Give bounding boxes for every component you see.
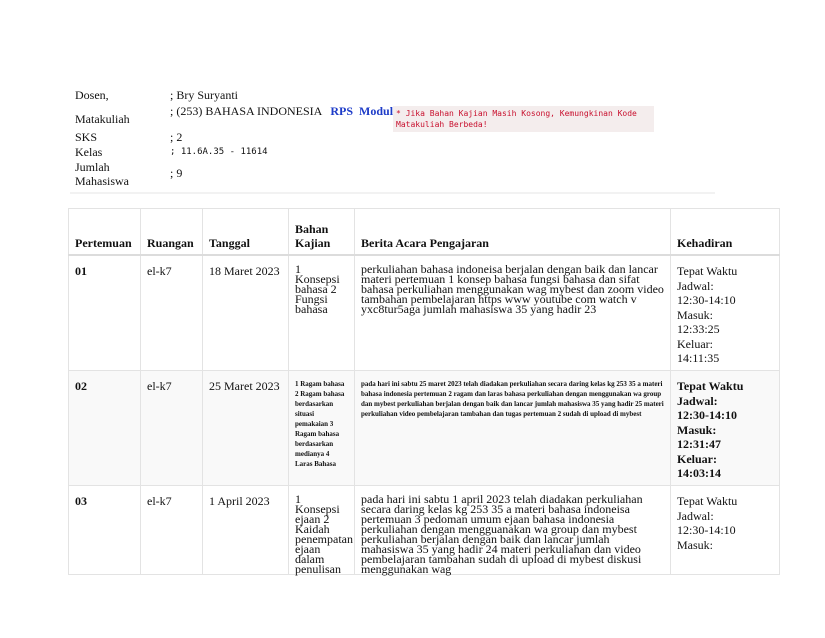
masuk-label: Masuk: [677, 537, 713, 552]
ruangan-cell: el-k7 [141, 486, 203, 575]
ruangan-cell: el-k7 [141, 371, 203, 486]
sks-label: SKS [75, 130, 98, 144]
jadwal-value: 12:30-14:10 [677, 293, 736, 307]
pertemuan-cell: 02 [69, 371, 141, 486]
matakuliah-value [170, 104, 654, 130]
table-header-row [69, 209, 780, 256]
pertemuan-cell: 01 [69, 255, 141, 371]
header-pertemuan: Pertemuan [69, 209, 141, 256]
header-ruangan: Ruangan [141, 209, 203, 256]
kehadiran-cell [671, 255, 780, 371]
matakuliah-name: ; (253) BAHASA INDONESIA [170, 104, 323, 118]
rps-link[interactable]: RPS [330, 104, 354, 118]
bahan-cell: 1 Konsepsi bahasa 2 Fungsi bahasa [289, 255, 355, 371]
keluar-value: 14:11:35 [677, 351, 720, 365]
jadwal-label: Jadwal: [677, 278, 714, 293]
dosen-label: Dosen, [75, 88, 109, 102]
keluar-label: Keluar: [677, 336, 713, 351]
masuk-value: 12:31:47 [677, 437, 721, 451]
modul-link[interactable]: Modul [359, 104, 394, 118]
status-text: Tepat Waktu [677, 379, 744, 393]
status-text: Tepat Waktu [677, 264, 738, 278]
jadwal-label: Jadwal: [677, 393, 718, 408]
keluar-value: 14:03:14 [677, 466, 721, 480]
table-row [69, 255, 780, 371]
dosen-value: ; Bry Suryanti [170, 88, 238, 102]
table-row [69, 371, 780, 486]
sks-value: ; 2 [170, 130, 183, 144]
masuk-value: 12:33:25 [677, 322, 720, 336]
tanggal-cell: 1 April 2023 [203, 486, 289, 575]
kode-warning-note: * Jika Bahan Kajian Masih Kosong, Kemungkinan Kode Matakuliah Berbeda! [393, 106, 654, 132]
masuk-label: Masuk: [677, 422, 717, 437]
jadwal-label: Jadwal: [677, 508, 714, 523]
berita-cell: perkuliahan bahasa indoneisa berjalan dengan baik dan lancar materi pertemuan 1 konsep bahasa fungsi bahasa dan sifat bahasa perkuliahan menggunakan wag mybest dan zoom video tambahan pembelajaran https www youtube com watch v yxc8tur5aga jumlah mahasiswa 35 yang hadir 23 [355, 255, 671, 371]
header-bahan-kajian: Bahan Kajian [289, 209, 355, 256]
jadwal-value: 12:30-14:10 [677, 523, 736, 537]
masuk-label: Masuk: [677, 307, 713, 322]
pertemuan-cell: 03 [69, 486, 141, 575]
ruangan-cell: el-k7 [141, 255, 203, 371]
attendance-table [68, 208, 780, 575]
berita-cell: pada hari ini sabtu 25 maret 2023 telah diadakan perkuliahan secara daring kelas kg 253 35 a materi bahasa indonesia pertemuan 2 ragam dan laras bahasa perkuliahan dengan menggunakan wa group dan mybest perkuliahan berjalan dengan baik dan lancar jumlah mahasiswa 35 yang hadir 25 materi perkuliahan video pembelajaran tambahan dan tugas pertemuan 2 sudah di upload di mybest [355, 371, 671, 486]
table-row [69, 486, 780, 575]
tanggal-cell: 25 Maret 2023 [203, 371, 289, 486]
kehadiran-cell [671, 371, 780, 486]
kelas-label: Kelas [75, 145, 103, 159]
jumlah-label: Jumlah Mahasiswa [75, 160, 129, 188]
bahan-cell: 1 Ragam bahasa 2 Ragam bahasa berdasarkan situasi pemakaian 3 Ragam bahasa berdasarkan medianya 4 Laras Bahasa [289, 371, 355, 486]
berita-cell: pada hari ini sabtu 1 april 2023 telah diadakan perkuliahan secara daring kelas kg 253 35 a materi bahasa indoneisa pertemuan 3 pedoman umum ejaan bahasa indonesia perkuliahan dengan mengguanakan wa group dan mybest perkuliahan berjalan dengan baik dan lancar jumlah mahasiswa 35 yang hadir 24 materi perkuliahan dan video pembelajaran tambahan sudah di upload di mybest diskusi menggunakan wag [355, 486, 671, 575]
matakuliah-label: Matakuliah [75, 112, 130, 126]
kehadiran-cell [671, 486, 780, 575]
jumlah-value: ; 9 [170, 166, 183, 180]
jadwal-value: 12:30-14:10 [677, 408, 737, 422]
header-tanggal: Tanggal [203, 209, 289, 256]
bahan-cell: 1 Konsepsi ejaan 2 Kaidah penempatan ejaan dalam penulisan [289, 486, 355, 575]
header-kehadiran: Kehadiran [671, 209, 780, 256]
tanggal-cell: 18 Maret 2023 [203, 255, 289, 371]
header-berita-acara: Berita Acara Pengajaran [355, 209, 671, 256]
keluar-label: Keluar: [677, 451, 717, 466]
info-divider [70, 192, 715, 194]
kelas-value: ; 11.6A.35 - 11614 [170, 147, 268, 157]
status-text: Tepat Waktu [677, 494, 738, 508]
